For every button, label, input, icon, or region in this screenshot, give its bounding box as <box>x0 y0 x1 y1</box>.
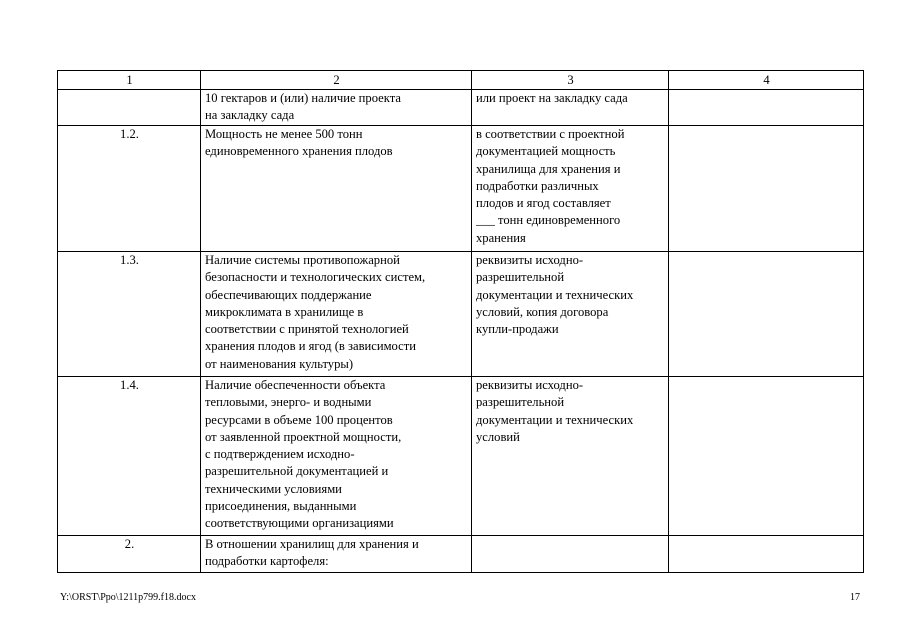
row-document: или проект на закладку сада <box>472 90 669 126</box>
row-document <box>472 536 669 573</box>
table-header-row <box>58 71 864 90</box>
header-cell-4: 4 <box>669 71 864 90</box>
row-number: 1.4. <box>58 377 201 536</box>
row-number <box>58 90 201 126</box>
requirements-table <box>57 70 864 573</box>
row-number: 1.2. <box>58 126 201 252</box>
row-number: 1.3. <box>58 252 201 377</box>
header-cell-2: 2 <box>201 71 472 90</box>
table-row <box>58 536 864 573</box>
row-requirement: В отношении хранилищ для хранения и подработки картофеля: <box>201 536 472 573</box>
row-requirement: 10 гектаров и (или) наличие проекта на закладку сада <box>201 90 472 126</box>
row-document: реквизиты исходно- разрешительной документации и технических условий, копия договора купли-продажи <box>472 252 669 377</box>
row-document: реквизиты исходно- разрешительной документации и технических условий <box>472 377 669 536</box>
row-note <box>669 126 864 252</box>
table-row <box>58 377 864 536</box>
row-requirement: Мощность не менее 500 тонн единовременного хранения плодов <box>201 126 472 252</box>
row-note <box>669 90 864 126</box>
table-row <box>58 126 864 252</box>
header-cell-3: 3 <box>472 71 669 90</box>
row-requirement: Наличие системы противопожарной безопасности и технологических систем, обеспечивающих поддержание микроклимата в хранилище в соответствии с принятой технологией хранения плодов и ягод (в зависимости от наименования культуры) <box>201 252 472 377</box>
row-requirement: Наличие обеспеченности объекта тепловыми, энерго- и водными ресурсами в объеме 100 процентов от заявленной проектной мощности, с подтверждением исходно- разрешительной документацией и техническими условиями присоединения, выданными соответствующими организациями <box>201 377 472 536</box>
footer-file-path: Y:\ORST\Ppo\1211p799.f18.docx <box>60 592 196 603</box>
header-cell-1: 1 <box>58 71 201 90</box>
row-document: в соответствии с проектной документацией мощность хранилища для хранения и подработки различных плодов и ягод составляет ___ тонн единовременного хранения <box>472 126 669 252</box>
row-note <box>669 536 864 573</box>
row-number: 2. <box>58 536 201 573</box>
page-number: 17 <box>850 592 860 603</box>
table-row <box>58 252 864 377</box>
row-note <box>669 252 864 377</box>
table-row <box>58 90 864 126</box>
row-note <box>669 377 864 536</box>
